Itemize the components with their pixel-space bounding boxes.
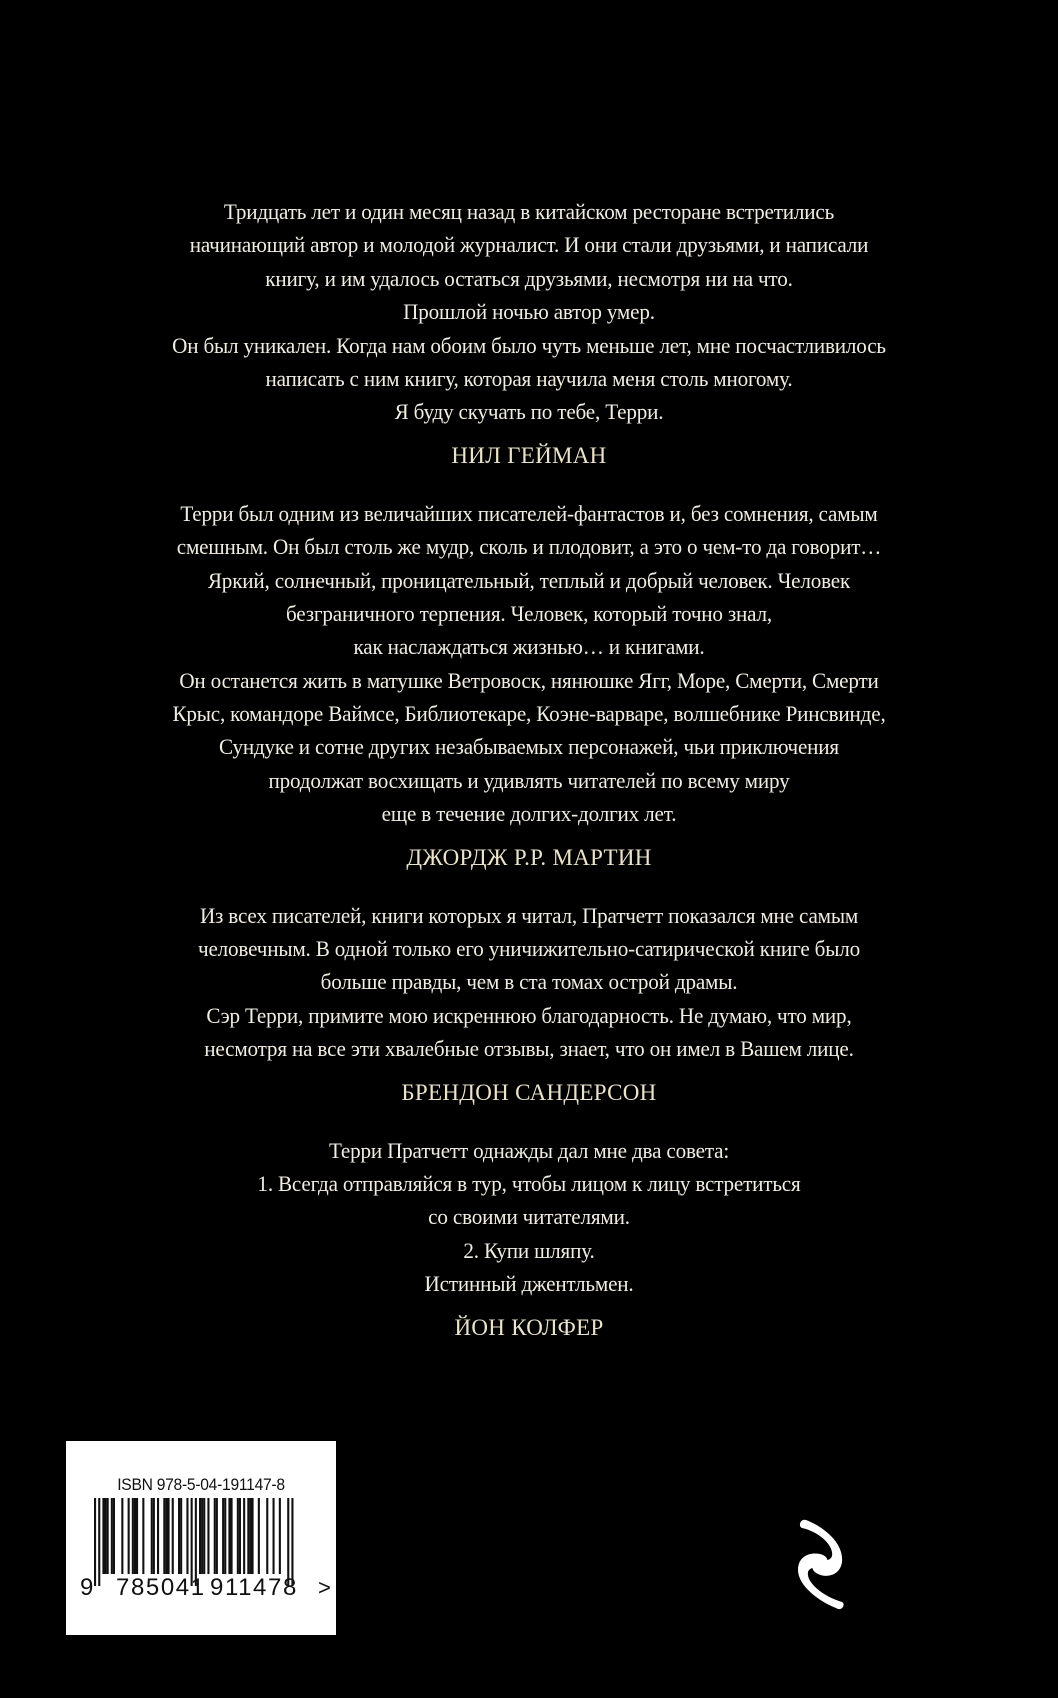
quote-line: Я буду скучать по тебе, Терри. bbox=[394, 399, 664, 425]
quote-eoin-colfer bbox=[0, 1134, 1058, 1343]
quote-line: несмотря на все эти хвалебные отзывы, знает, что он имел в Вашем лице. bbox=[204, 1036, 854, 1062]
quote-line: продолжат восхищать и удивлять читателей по всему миру bbox=[268, 767, 790, 793]
quote-neil-gaiman bbox=[0, 195, 1058, 471]
eksmo-logo-icon bbox=[792, 1516, 854, 1612]
isbn-barcode bbox=[66, 1441, 336, 1635]
quote-author: ДЖОРДЖ Р.Р. МАРТИН bbox=[406, 844, 652, 870]
quote-george-rr-martin bbox=[0, 497, 1058, 873]
quote-line: Терри Пратчетт однажды дал мне два совета: bbox=[328, 1137, 730, 1163]
quote-line: Крыс, командоре Ваймсе, Библиотекаре, Коэне-варваре, волшебнике Ринсвинде, bbox=[172, 701, 886, 727]
barcode-quiet-zone-mark: > bbox=[318, 1575, 333, 1600]
quote-line: книгу, и им удалось остаться друзьями, несмотря ни на что. bbox=[265, 265, 793, 291]
quote-line: человечным. В одной только его уничижительно-сатирической книге было bbox=[198, 936, 860, 962]
quote-line: безграничного терпения. Человек, который точно знал, bbox=[285, 600, 773, 626]
barcode-digits-right: 911478 bbox=[210, 1574, 298, 1601]
quote-line: больше правды, чем в ста томах острой драмы. bbox=[320, 969, 738, 995]
quote-line: 2. Купи шляпу. bbox=[463, 1237, 595, 1263]
quote-line: со своими читателями. bbox=[428, 1204, 630, 1230]
isbn-label: ISBN 978-5-04-191147-8 bbox=[117, 1475, 285, 1494]
quote-line: Тридцать лет и один месяц назад в китайском ресторане встретились bbox=[223, 199, 835, 224]
quote-line: Он останется жить в матушке Ветровоск, нянюшке Ягг, Море, Смерти, Смерти bbox=[179, 667, 879, 693]
quote-author: НИЛ ГЕЙМАН bbox=[451, 442, 607, 468]
quote-line: Истинный джентльмен. bbox=[424, 1271, 634, 1297]
quote-line: 1. Всегда отправляйся в тур, чтобы лицом к лицу встретиться bbox=[257, 1170, 801, 1196]
barcode-bars-icon bbox=[66, 1441, 336, 1635]
quote-line: Из всех писателей, книги которых я читал, Пратчетт показался мне самым bbox=[199, 902, 859, 928]
quote-line: Терри был одним из величайших писателей-фантастов и, без сомнения, самым bbox=[180, 500, 878, 526]
quote-line: Прошлой ночью автор умер. bbox=[403, 299, 655, 325]
quote-line: начинающий автор и молодой журналист. И они стали друзьями, и написали bbox=[189, 232, 869, 258]
quote-brandon-sanderson bbox=[0, 899, 1058, 1108]
quote-line: Сэр Терри, примите мою искреннюю благодарность. Не думаю, что мир, bbox=[206, 1002, 852, 1028]
quote-author: БРЕНДОН САНДЕРСОН bbox=[401, 1079, 657, 1105]
quotes-section bbox=[0, 195, 1058, 1369]
quote-line: еще в течение долгих-долгих лет. bbox=[381, 801, 677, 827]
quote-line: написать с ним книгу, которая научила меня столь многому. bbox=[265, 365, 793, 391]
quote-line: смешным. Он был столь же мудр, сколь и плодовит, а это о чем-то да говорит… bbox=[176, 534, 882, 560]
barcode-digits-left: 785041 bbox=[116, 1574, 206, 1601]
quote-line: как наслаждаться жизнью… и книгами. bbox=[353, 634, 705, 660]
quote-author: ЙОН КОЛФЕР bbox=[454, 1314, 604, 1340]
quote-line: Он был уникален. Когда нам обоим было чуть меньше лет, мне посчастливилось bbox=[172, 332, 886, 358]
barcode-digit-first: 9 bbox=[80, 1574, 95, 1601]
quote-line: Яркий, солнечный, проницательный, теплый и добрый человек. Человек bbox=[207, 567, 851, 593]
quote-line: Сундуке и сотне других незабываемых персонажей, чьи приключения bbox=[219, 734, 839, 760]
